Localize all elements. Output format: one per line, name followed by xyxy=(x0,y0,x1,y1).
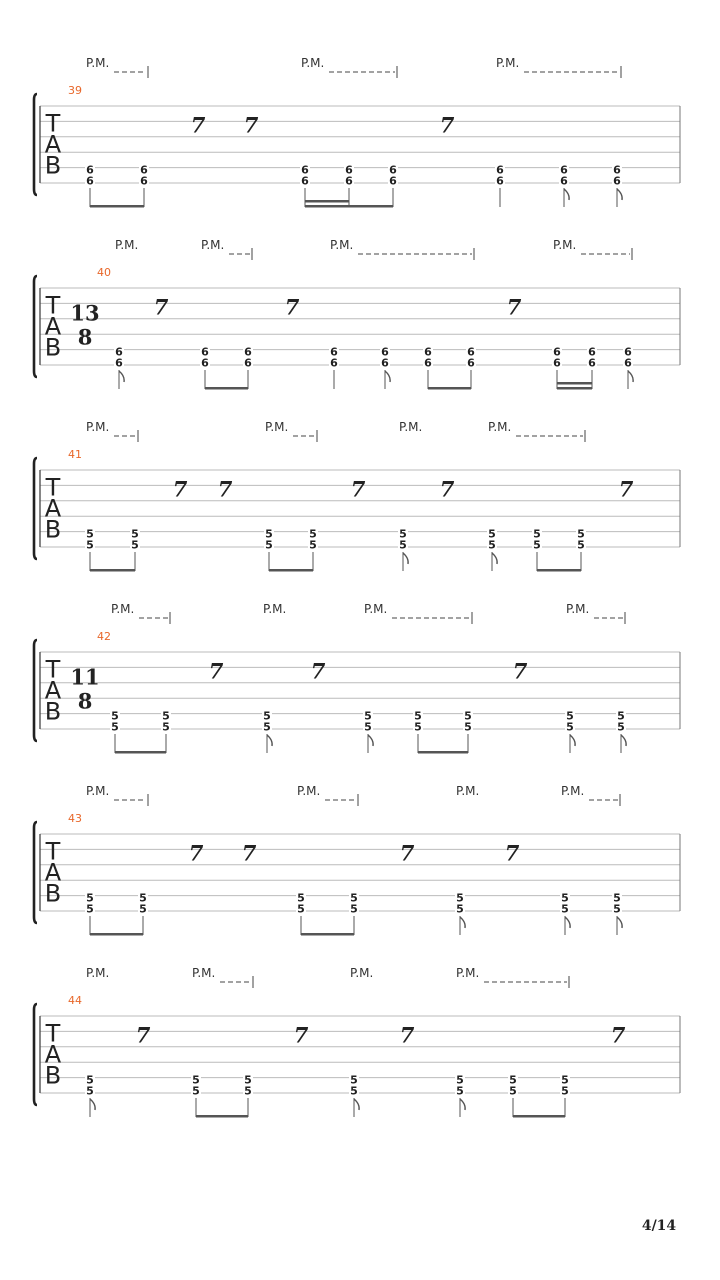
fret-number: 6 xyxy=(86,174,94,188)
eighth-rest: 7 xyxy=(439,476,455,502)
fret-number: 5 xyxy=(244,1084,252,1098)
fret-number: 5 xyxy=(364,709,372,723)
tab-clef-letter: B xyxy=(44,515,62,544)
fret-number: 5 xyxy=(566,709,574,723)
fret-number: 5 xyxy=(263,709,271,723)
note-beam xyxy=(269,569,313,572)
system-bracket xyxy=(34,94,37,195)
note-flag xyxy=(460,1099,465,1110)
palm-mute-label: P.M. xyxy=(364,602,388,616)
fret-number: 5 xyxy=(456,1073,464,1087)
fret-number: 6 xyxy=(560,163,568,177)
fret-number: 5 xyxy=(577,527,585,541)
fret-number: 6 xyxy=(389,163,397,177)
note-beam xyxy=(557,382,592,385)
fret-number: 6 xyxy=(588,356,596,370)
note-flag xyxy=(564,189,569,200)
fret-number: 5 xyxy=(566,720,574,734)
palm-mute-label: P.M. xyxy=(201,238,225,252)
palm-mute-label: P.M. xyxy=(263,602,287,616)
page-number: 4/14 xyxy=(641,1218,677,1234)
eighth-rest: 7 xyxy=(293,1022,309,1048)
tab-system-42 xyxy=(34,602,680,754)
fret-number: 6 xyxy=(496,163,504,177)
note-flag xyxy=(267,735,272,746)
eighth-rest: 7 xyxy=(153,294,169,320)
tab-clef-letter: A xyxy=(44,1040,62,1069)
fret-number: 6 xyxy=(115,356,123,370)
note-beam xyxy=(301,933,354,936)
eighth-rest: 7 xyxy=(190,112,206,138)
palm-mute-label: P.M. xyxy=(496,56,520,70)
palm-mute-label: P.M. xyxy=(399,420,423,434)
fret-number: 5 xyxy=(533,527,541,541)
eighth-rest: 7 xyxy=(284,294,300,320)
note-flag xyxy=(617,917,622,928)
fret-number: 5 xyxy=(263,720,271,734)
eighth-rest: 7 xyxy=(439,112,455,138)
eighth-rest: 7 xyxy=(506,294,522,320)
fret-number: 5 xyxy=(509,1073,517,1087)
palm-mute-label: P.M. xyxy=(115,238,139,252)
fret-number: 5 xyxy=(350,1073,358,1087)
fret-number: 5 xyxy=(131,538,139,552)
fret-number: 6 xyxy=(301,163,309,177)
fret-number: 5 xyxy=(488,527,496,541)
fret-number: 5 xyxy=(139,891,147,905)
fret-number: 5 xyxy=(350,891,358,905)
system-bracket xyxy=(34,1004,37,1105)
fret-number: 5 xyxy=(297,902,305,916)
note-beam xyxy=(115,751,166,754)
fret-number: 6 xyxy=(424,356,432,370)
tab-system-41 xyxy=(34,420,680,572)
tab-clef-letter: T xyxy=(45,291,61,320)
note-flag xyxy=(385,371,390,382)
note-flag xyxy=(90,1099,95,1110)
note-beam xyxy=(349,205,393,208)
note-beam xyxy=(90,205,144,208)
fret-number: 5 xyxy=(86,1084,94,1098)
fret-number: 6 xyxy=(624,356,632,370)
system-bracket xyxy=(34,458,37,559)
tab-clef-letter: B xyxy=(44,879,62,908)
palm-mute-label: P.M. xyxy=(297,784,321,798)
note-flag xyxy=(368,735,373,746)
fret-number: 5 xyxy=(86,538,94,552)
fret-number: 6 xyxy=(86,163,94,177)
fret-number: 5 xyxy=(192,1073,200,1087)
measure-number: 44 xyxy=(68,994,82,1007)
fret-number: 5 xyxy=(613,891,621,905)
palm-mute-label: P.M. xyxy=(553,238,577,252)
note-flag xyxy=(628,371,633,382)
tab-clef-letter: A xyxy=(44,676,62,705)
palm-mute-label: P.M. xyxy=(86,966,110,980)
fret-number: 6 xyxy=(115,345,123,359)
fret-number: 5 xyxy=(561,891,569,905)
fret-number: 5 xyxy=(456,902,464,916)
palm-mute-label: P.M. xyxy=(456,966,480,980)
fret-number: 6 xyxy=(381,345,389,359)
fret-number: 5 xyxy=(561,1073,569,1087)
note-flag xyxy=(492,553,497,564)
fret-number: 5 xyxy=(265,538,273,552)
fret-number: 6 xyxy=(201,356,209,370)
note-flag xyxy=(570,735,575,746)
fret-number: 5 xyxy=(111,720,119,734)
system-bracket xyxy=(34,640,37,741)
measure-number: 40 xyxy=(97,266,111,279)
fret-number: 5 xyxy=(414,709,422,723)
note-beam xyxy=(418,751,468,754)
fret-number: 5 xyxy=(86,527,94,541)
tab-clef-letter: B xyxy=(44,151,62,180)
eighth-rest: 7 xyxy=(310,658,326,684)
palm-mute-label: P.M. xyxy=(265,420,289,434)
tab-clef-letter: B xyxy=(44,697,62,726)
fret-number: 6 xyxy=(467,356,475,370)
note-flag xyxy=(617,189,622,200)
fret-number: 5 xyxy=(309,538,317,552)
eighth-rest: 7 xyxy=(217,476,233,502)
fret-number: 5 xyxy=(244,1073,252,1087)
fret-number: 5 xyxy=(456,1084,464,1098)
fret-number: 5 xyxy=(488,538,496,552)
fret-number: 6 xyxy=(140,163,148,177)
note-beam xyxy=(305,200,349,203)
eighth-rest: 7 xyxy=(399,1022,415,1048)
palm-mute-label: P.M. xyxy=(488,420,512,434)
note-flag xyxy=(460,917,465,928)
tab-clef-letter: T xyxy=(45,1019,61,1048)
time-signature-bottom: 8 xyxy=(77,324,93,350)
note-beam xyxy=(90,933,143,936)
note-beam xyxy=(205,387,248,390)
fret-number: 6 xyxy=(244,356,252,370)
eighth-rest: 7 xyxy=(241,840,257,866)
fret-number: 5 xyxy=(577,538,585,552)
fret-number: 6 xyxy=(588,345,596,359)
fret-number: 5 xyxy=(162,720,170,734)
note-flag xyxy=(621,735,626,746)
fret-number: 6 xyxy=(424,345,432,359)
note-beam xyxy=(428,387,471,390)
fret-number: 6 xyxy=(613,163,621,177)
system-bracket xyxy=(34,822,37,923)
note-flag xyxy=(119,371,124,382)
fret-number: 5 xyxy=(162,709,170,723)
fret-number: 5 xyxy=(364,720,372,734)
tab-system-43 xyxy=(34,784,680,936)
eighth-rest: 7 xyxy=(504,840,520,866)
tab-system-39 xyxy=(34,56,680,208)
palm-mute-label: P.M. xyxy=(192,966,216,980)
eighth-rest: 7 xyxy=(618,476,634,502)
eighth-rest: 7 xyxy=(399,840,415,866)
tab-clef-letter: T xyxy=(45,109,61,138)
fret-number: 5 xyxy=(399,538,407,552)
fret-number: 6 xyxy=(244,345,252,359)
note-beam xyxy=(537,569,581,572)
fret-number: 5 xyxy=(464,709,472,723)
palm-mute-label: P.M. xyxy=(111,602,135,616)
fret-number: 5 xyxy=(617,709,625,723)
fret-number: 6 xyxy=(624,345,632,359)
note-flag xyxy=(354,1099,359,1110)
tab-clef-letter: T xyxy=(45,473,61,502)
tab-clef-letter: B xyxy=(44,333,62,362)
eighth-rest: 7 xyxy=(135,1022,151,1048)
fret-number: 6 xyxy=(140,174,148,188)
system-bracket xyxy=(34,276,37,377)
fret-number: 5 xyxy=(464,720,472,734)
fret-number: 5 xyxy=(131,527,139,541)
tab-clef-letter: B xyxy=(44,1061,62,1090)
fret-number: 5 xyxy=(111,709,119,723)
fret-number: 6 xyxy=(496,174,504,188)
measure-number: 41 xyxy=(68,448,82,461)
palm-mute-label: P.M. xyxy=(566,602,590,616)
fret-number: 6 xyxy=(330,356,338,370)
time-signature-top: 13 xyxy=(70,300,100,326)
note-beam xyxy=(305,205,349,208)
fret-number: 5 xyxy=(456,891,464,905)
fret-number: 5 xyxy=(613,902,621,916)
palm-mute-label: P.M. xyxy=(350,966,374,980)
fret-number: 6 xyxy=(389,174,397,188)
tab-system-40 xyxy=(34,238,680,390)
eighth-rest: 7 xyxy=(208,658,224,684)
fret-number: 5 xyxy=(533,538,541,552)
fret-number: 6 xyxy=(345,174,353,188)
fret-number: 6 xyxy=(553,356,561,370)
fret-number: 5 xyxy=(414,720,422,734)
fret-number: 6 xyxy=(345,163,353,177)
palm-mute-label: P.M. xyxy=(86,420,110,434)
fret-number: 5 xyxy=(561,1084,569,1098)
eighth-rest: 7 xyxy=(188,840,204,866)
fret-number: 6 xyxy=(330,345,338,359)
palm-mute-label: P.M. xyxy=(456,784,480,798)
fret-number: 5 xyxy=(309,527,317,541)
note-flag xyxy=(403,553,408,564)
note-beam xyxy=(90,569,135,572)
eighth-rest: 7 xyxy=(610,1022,626,1048)
fret-number: 5 xyxy=(561,902,569,916)
fret-number: 5 xyxy=(350,902,358,916)
tab-clef-letter: A xyxy=(44,858,62,887)
note-beam xyxy=(557,387,592,390)
eighth-rest: 7 xyxy=(172,476,188,502)
palm-mute-label: P.M. xyxy=(86,784,110,798)
fret-number: 5 xyxy=(297,891,305,905)
eighth-rest: 7 xyxy=(512,658,528,684)
palm-mute-label: P.M. xyxy=(561,784,585,798)
time-signature-bottom: 8 xyxy=(77,688,93,714)
fret-number: 6 xyxy=(201,345,209,359)
measure-number: 43 xyxy=(68,812,82,825)
fret-number: 5 xyxy=(192,1084,200,1098)
fret-number: 5 xyxy=(139,902,147,916)
fret-number: 5 xyxy=(509,1084,517,1098)
fret-number: 5 xyxy=(86,891,94,905)
fret-number: 6 xyxy=(301,174,309,188)
fret-number: 6 xyxy=(613,174,621,188)
fret-number: 5 xyxy=(86,1073,94,1087)
measure-number: 42 xyxy=(97,630,111,643)
measure-number: 39 xyxy=(68,84,82,97)
tab-system-44 xyxy=(34,966,680,1118)
fret-number: 5 xyxy=(617,720,625,734)
time-signature-top: 11 xyxy=(70,664,100,690)
fret-number: 5 xyxy=(265,527,273,541)
fret-number: 5 xyxy=(86,902,94,916)
eighth-rest: 7 xyxy=(350,476,366,502)
eighth-rest: 7 xyxy=(243,112,259,138)
fret-number: 6 xyxy=(553,345,561,359)
tab-clef-letter: A xyxy=(44,130,62,159)
fret-number: 6 xyxy=(560,174,568,188)
fret-number: 6 xyxy=(381,356,389,370)
note-beam xyxy=(513,1115,565,1118)
note-beam xyxy=(196,1115,248,1118)
palm-mute-label: P.M. xyxy=(86,56,110,70)
palm-mute-label: P.M. xyxy=(301,56,325,70)
fret-number: 5 xyxy=(350,1084,358,1098)
tab-clef-letter: T xyxy=(45,837,61,866)
fret-number: 5 xyxy=(399,527,407,541)
tab-clef-letter: A xyxy=(44,312,62,341)
fret-number: 6 xyxy=(467,345,475,359)
palm-mute-label: P.M. xyxy=(330,238,354,252)
tab-clef-letter: A xyxy=(44,494,62,523)
tab-clef-letter: T xyxy=(45,655,61,684)
note-flag xyxy=(565,917,570,928)
